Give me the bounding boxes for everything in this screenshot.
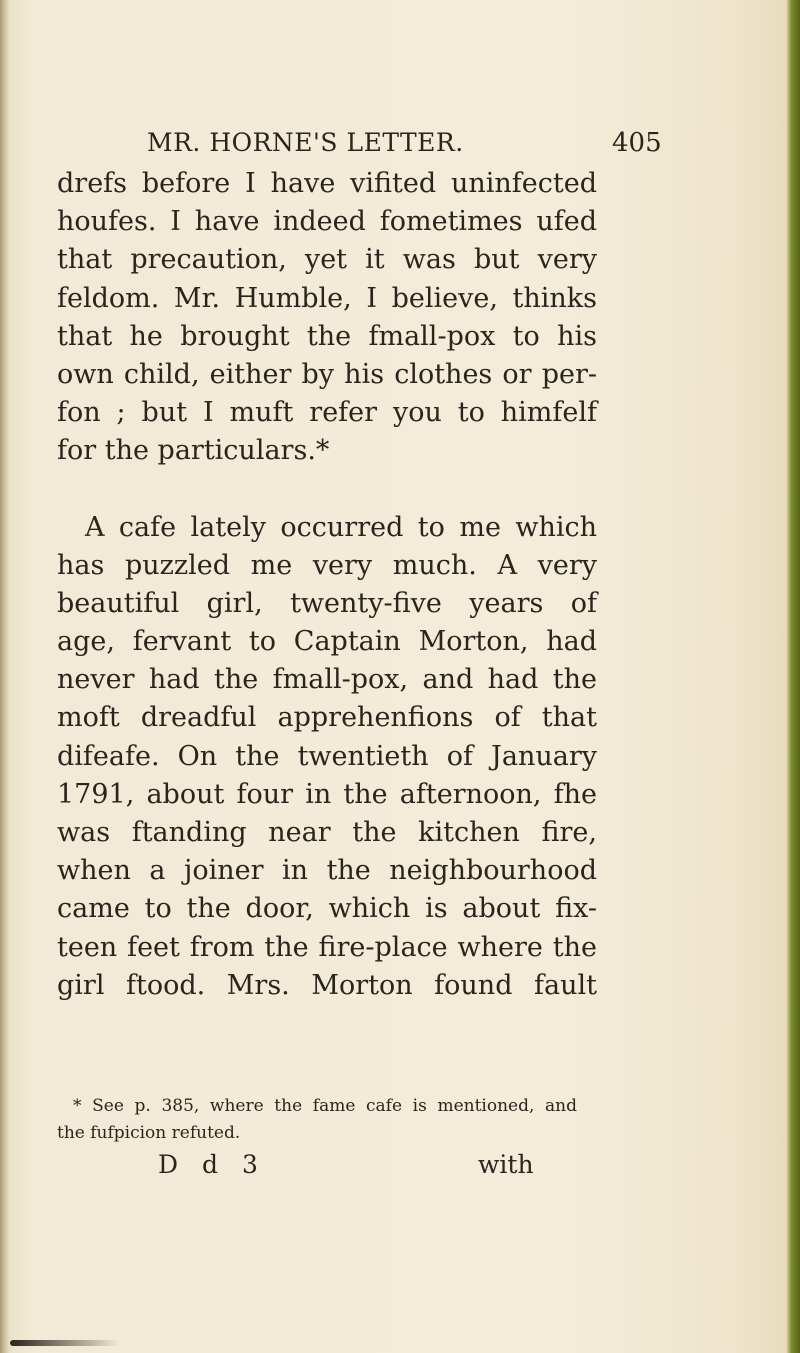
- text-line: moft dreadful apprehenfions of that: [57, 702, 597, 734]
- text-line: difeafe. On the twentieth of January: [57, 740, 597, 772]
- text-line: for the particulars.*: [57, 435, 330, 467]
- catchword: with: [478, 1150, 534, 1179]
- running-title: MR. HORNE'S LETTER.: [147, 128, 464, 157]
- text-line: never had the fmall-pox, and had the: [57, 664, 597, 696]
- text-line: teen feet from the fire-place where the: [57, 931, 597, 963]
- text-line: girl ftood. Mrs. Morton found fault: [57, 969, 597, 1001]
- text-line: drefs before I have vifited uninfected: [57, 168, 597, 199]
- page-bottom-shadow: [10, 1340, 120, 1346]
- text-line: age, fervant to Captain Morton, had: [57, 626, 597, 658]
- footnote-line: the fufpicion refuted.: [57, 1123, 241, 1143]
- page-number: 405: [612, 128, 662, 158]
- text-line: has puzzled me very much. A very: [57, 549, 597, 581]
- page-binding-edge: [0, 0, 10, 1353]
- text-line: that he brought the fmall-pox to his: [57, 320, 597, 352]
- footnote: [57, 1093, 577, 1147]
- footnote-line: * See p. 385, where the fame cafe is mentioned, and: [73, 1096, 577, 1116]
- text-line: feldom. Mr. Humble, I believe, thinks: [57, 282, 597, 314]
- text-line: own child, either by his clothes or per-: [57, 358, 597, 390]
- text-line: houfes. I have indeed fometimes ufed: [57, 206, 597, 238]
- text-line: was ftanding near the kitchen fire,: [57, 817, 597, 848]
- text-line: A cafe lately occurred to me which: [85, 511, 597, 543]
- text-line: when a joiner in the neighbourhood: [57, 855, 597, 887]
- body-text: [57, 165, 597, 1005]
- signature-mark: D d 3: [158, 1150, 266, 1179]
- text-line: fon ; but I muft refer you to himfelf: [57, 397, 597, 429]
- page-right-edge: [786, 0, 800, 1353]
- text-line: 1791, about four in the afternoon, fhe: [57, 778, 597, 810]
- text-line: came to the door, which is about fix-: [57, 893, 597, 925]
- paragraph-gap: [57, 471, 597, 509]
- text-line: beautiful girl, twenty-five years of: [57, 587, 597, 619]
- text-line: that precaution, yet it was but very: [57, 244, 597, 276]
